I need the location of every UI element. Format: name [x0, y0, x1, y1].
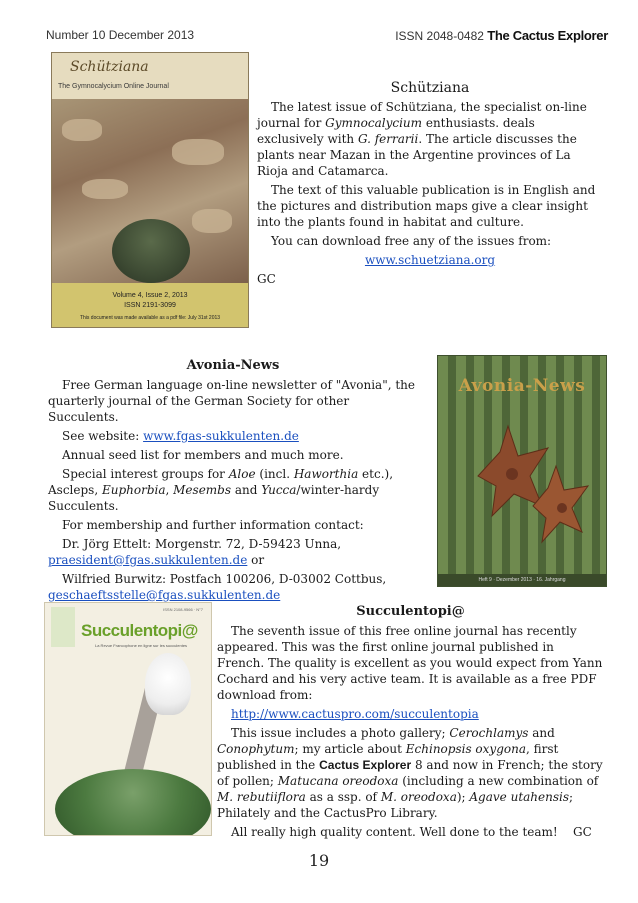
schuetziana-link[interactable]: www.schuetziana.org [364, 253, 496, 267]
cactus-illustration [112, 219, 190, 283]
cover-tagline: La Revue Francophone en ligne sur les succulentes [95, 643, 188, 648]
paragraph: Wilfried Burwitz: Postfach 100206, D-03002 Cottbus, geschaeftsstelle@fgas.sukkulenten.de [48, 572, 387, 602]
succulentopia-article [217, 604, 604, 843]
section-heading: Avonia-News [186, 358, 280, 373]
signature: GC [257, 272, 276, 286]
issue-number: Number 10 December 2013 [46, 28, 195, 42]
running-header [395, 28, 608, 43]
avonia-article [48, 358, 418, 606]
office-email-link[interactable]: geschaeftsstelle@fgas.sukkulenten.de [48, 588, 281, 602]
rock-shape [172, 139, 224, 165]
paragraph [217, 706, 604, 722]
cover-photo-rocks [52, 99, 248, 285]
avonia-cover-image [437, 355, 607, 587]
rock-shape [82, 179, 128, 199]
issn: ISSN 2048-0482 [395, 29, 484, 43]
paragraph: For membership and further information contact: [62, 518, 364, 532]
schutziana-article [257, 80, 603, 290]
cactuspro-link[interactable]: http://www.cactuspro.com/succulentopia [231, 707, 479, 721]
paragraph: Annual seed list for members and much more. [62, 448, 344, 462]
echinopsis-flower [145, 653, 191, 715]
cover-note: This document was made available as a pdf file: July 31st 2013 [79, 315, 221, 321]
cover-subtitle: The Gymnocalycium Online Journal [58, 83, 169, 90]
paragraph: See website: www.fgas-sukkulenten.de [62, 429, 299, 443]
cactus-body [55, 769, 211, 836]
cover-title: Avonia-News [458, 376, 586, 396]
schutziana-cover-image [51, 52, 249, 328]
paragraph: The seventh issue of this free online journal has recently appeared. This was the first online journal published in French. The quality is excellent as you would expect from Yann Cochard and his very active team. It is available as a free PDF download from: [217, 624, 603, 702]
paragraph: The text of this valuable publication is in English and the pictures and distribution maps give a clear insight into the plants found in habitat and culture. [257, 183, 596, 229]
paragraph [257, 252, 603, 268]
cover-volume: Volume 4, Issue 2, 2013 [112, 292, 188, 299]
paragraph: All really high quality content. Well done to the team! GC [231, 825, 592, 839]
cover-footer: Heft 9 · Dezember 2013 · 16. Jahrgang [438, 574, 606, 586]
signature: GC [573, 825, 592, 839]
cover-title: Schütziana [70, 59, 149, 75]
paragraph: You can download free any of the issues from: [271, 234, 552, 248]
rock-shape [62, 119, 102, 141]
stapelia-flower-illustration [438, 356, 607, 587]
cover-issue: ISSN 2108-9566 · N°7 [163, 607, 203, 612]
paragraph: The latest issue of Schütziana, the specialist on-line journal for Gymnocalycium enthusiasts. deals exclusively with G. ferrarii. The article discusses the plants near Mazan in the Argentine provinces of La Rioja and Catamarca. [257, 100, 587, 178]
page-number: 19 [308, 851, 330, 870]
cover-issn: ISSN 2191-3099 [124, 302, 176, 309]
president-email-link[interactable]: praesident@fgas.sukkulenten.de [48, 553, 248, 567]
section-heading: Schütziana [390, 80, 470, 96]
paragraph: Dr. Jörg Ettelt: Morgenstr. 72, D-59423 Unna, praesident@fgas.sukkulenten.de or [48, 537, 342, 567]
cover-thumbnail [51, 607, 75, 647]
fgas-website-link[interactable]: www.fgas-sukkulenten.de [143, 429, 299, 443]
section-heading: Succulentopi@ [356, 604, 465, 619]
journal-title: The Cactus Explorer [487, 28, 608, 43]
paragraph: Free German language on-line newsletter of "Avonia", the quarterly journal of the German Society for other Succulents. [48, 378, 415, 424]
cover-title: Succulentopi@ [81, 621, 198, 640]
rock-shape [192, 209, 232, 233]
paragraph: Special interest groups for Aloe (incl. Haworthia etc.), Ascleps, Euphorbia, Mesembs and Yucca/winter-hardy Succulents. [48, 467, 394, 513]
paragraph: This issue includes a photo gallery; Cerochlamys and Conophytum; my article about Echinopsis oxygona, first published in the Cactus Explorer 8 and now in French; the story of pollen; Matucana oreodoxa (including a new combination of M. rebutiiflora as a ssp. of M. oreodoxa); Agave utahensis; Philately and the CactusPro Library. [217, 726, 603, 820]
succulentopia-cover-image [44, 602, 212, 836]
